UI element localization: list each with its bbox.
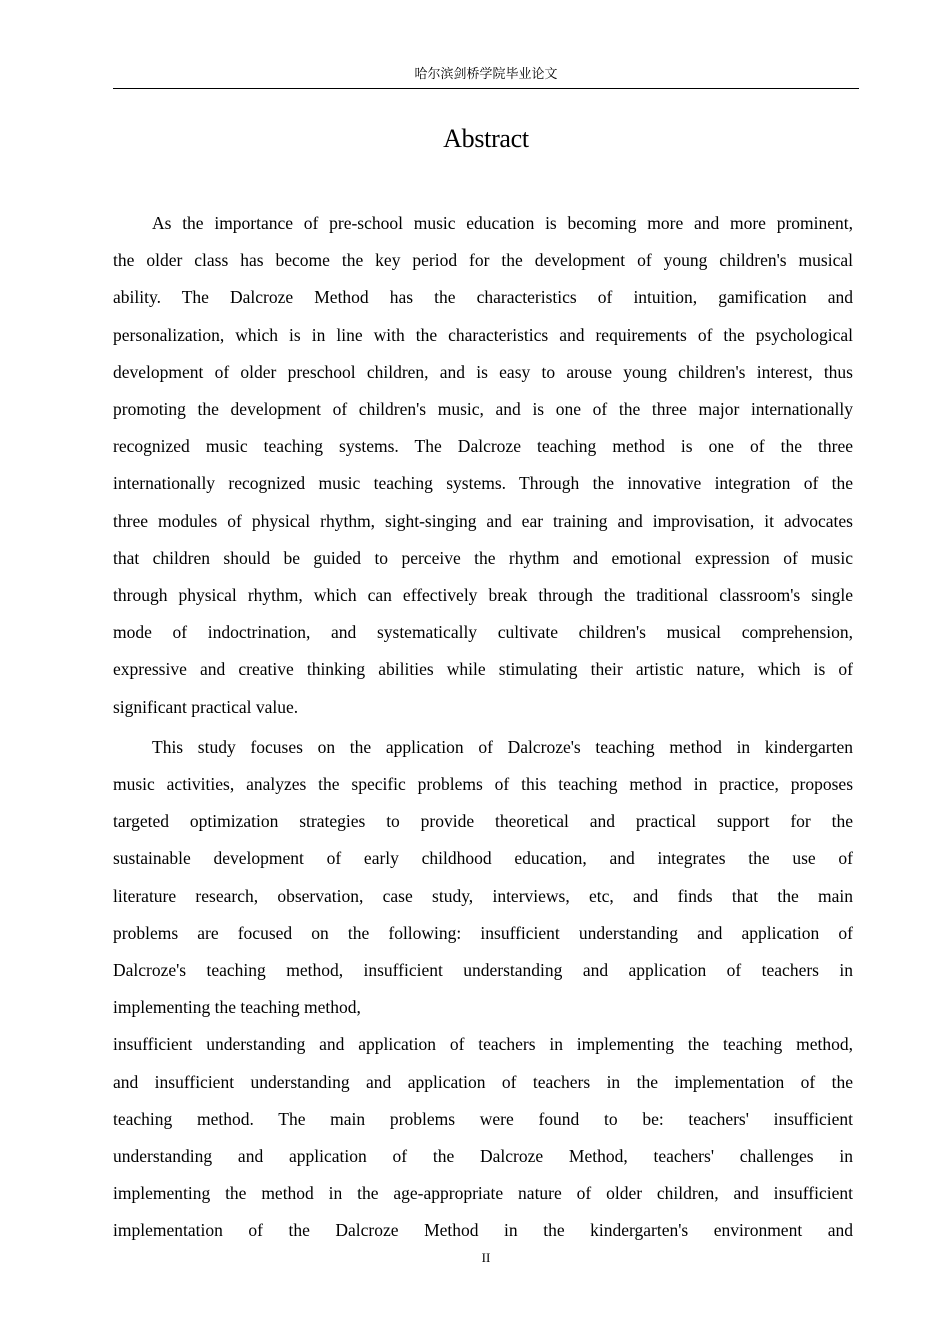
abstract-paragraph-2 [113,729,853,1027]
paragraph-line: This study focuses on the application of Dalcroze's teaching method in kindergarten [152,736,853,757]
paragraph-line: recognized music teaching systems. The Dalcroze teaching method is one of the three [113,436,853,457]
page-title: Abstract [443,124,529,153]
running-header: 哈尔滨剑桥学院毕业论文 [414,67,558,82]
paragraph-line: problems are focused on the following: insufficient understanding and application of [113,922,853,943]
paragraph-line: three modules of physical rhythm, sight-singing and ear training and improvisation, it advocates [113,510,853,531]
paragraph-line: understanding and application of the Dalcroze Method, teachers' challenges in [113,1146,853,1167]
paragraph-line: mode of indoctrination, and systematically cultivate children's musical comprehension, [113,622,853,643]
paragraph-line: music activities, analyzes the specific problems of this teaching method in practice, proposes [113,774,853,795]
paragraph-line: implementation of the Dalcroze Method in the kindergarten's environment and [113,1220,853,1241]
paragraph-line: implementing the teaching method, [113,997,361,1018]
paragraph-line: teaching method. The main problems were found to be: teachers' insufficient [113,1108,853,1129]
paragraph-line: expressive and creative thinking abilities while stimulating their artistic nature, which is of [113,659,853,680]
paragraph-line: significant practical value. [113,696,299,717]
abstract-paragraph-3 [113,1026,853,1249]
paragraph-line: that children should be guided to perceive the rhythm and emotional expression of music [113,547,853,568]
paragraph-line: promoting the development of children's music, and is one of the three major internationally [113,399,853,420]
paragraph-line: through physical rhythm, which can effectively break through the traditional classroom's single [113,585,853,606]
paragraph-line: As the importance of pre-school music education is becoming more and more prominent, [152,213,853,233]
paragraph-line: personalization, which is in line with the characteristics and requirements of the psychological [113,324,853,345]
abstract-body [113,205,853,1250]
header-divider [113,88,859,89]
abstract-paragraph-1 [113,205,853,726]
paragraph-line: insufficient understanding and application of teachers in implementing the teaching method, [113,1034,853,1055]
paragraph-line: implementing the method in the age-appropriate nature of older children, and insufficient [113,1183,853,1204]
paragraph-line: targeted optimization strategies to provide theoretical and practical support for the [113,811,853,832]
page-number: II [481,1250,491,1265]
paragraph-line: ability. The Dalcroze Method has the characteristics of intuition, gamification and [113,287,853,308]
paragraph-line: the older class has become the key period for the development of young children's musical [113,250,853,271]
paragraph-line: internationally recognized music teaching systems. Through the innovative integration of the [113,473,853,494]
paragraph-line: and insufficient understanding and application of teachers in the implementation of the [113,1071,853,1092]
paragraph-line: Dalcroze's teaching method, insufficient understanding and application of teachers in [113,960,853,981]
paragraph-line: literature research, observation, case study, interviews, etc, and finds that the main [113,885,853,906]
paragraph-line: development of older preschool children, and is easy to arouse young children's interest, thus [113,361,853,382]
paragraph-line: sustainable development of early childhood education, and integrates the use of [113,848,853,869]
